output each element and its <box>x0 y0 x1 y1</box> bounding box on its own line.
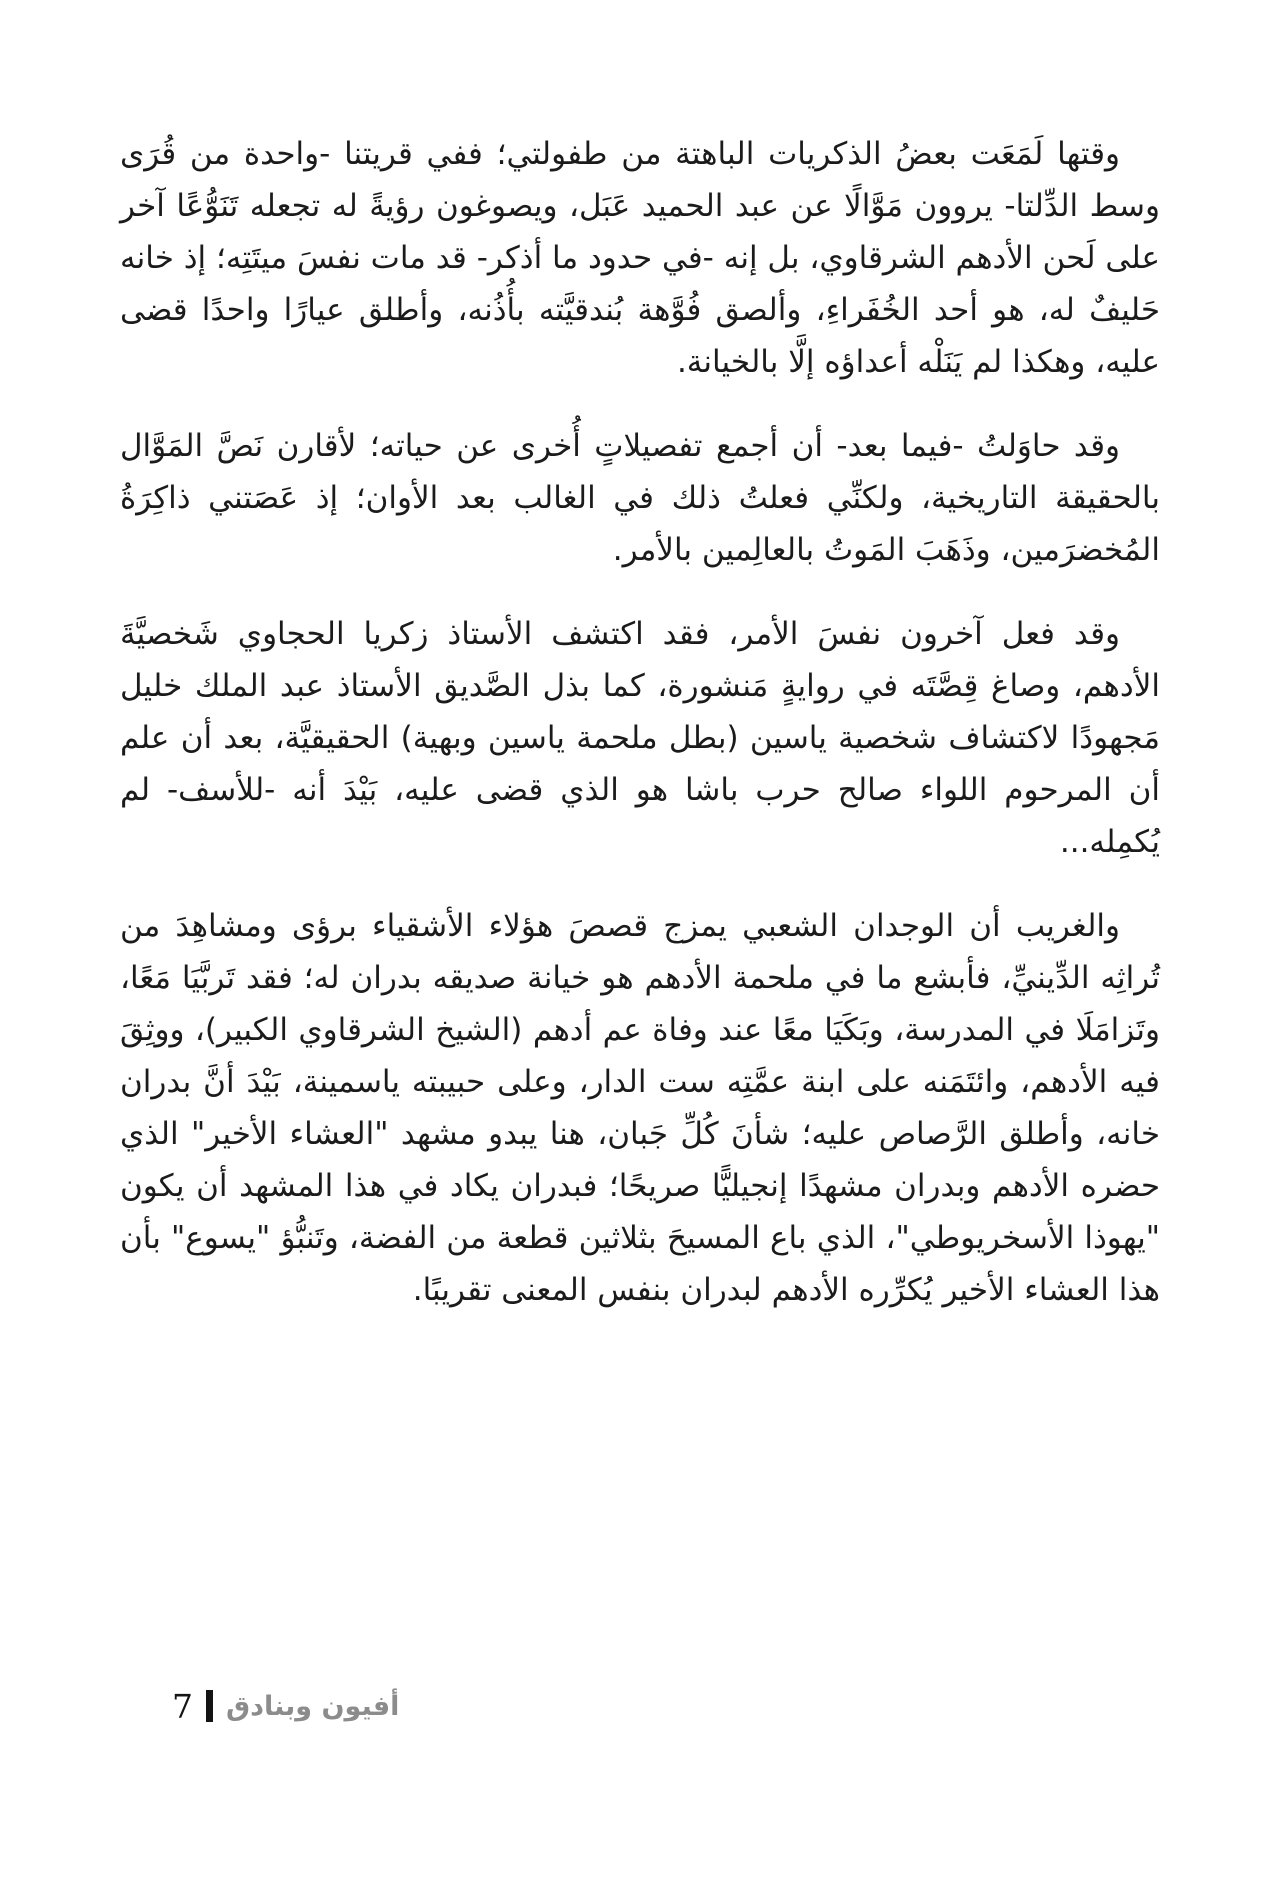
body-paragraph: والغريب أن الوجدان الشعبي يمزج قصصَ هؤلاء الأشقياء برؤى ومشاهِدَ من تُراثِه الدِّينيِّ، فأبشع ما في ملحمة الأدهم هو خيانة صديقه بدران له؛ فقد تَربَّيَا مَعًا، وتَزامَلَا في المدرسة، وبَكَيَا معًا عند وفاة عم أدهم (الشيخ الشرقاوي الكبير)، ووثِقَ فيه الأدهم، وائتَمَنه على ابنة عمَّتِه ست الدار، وعلى حبيبته ياسمينة، بَيْدَ أنَّ بدران خانه، وأطلق الرَّصاص عليه؛ شأنَ كُلِّ جَبان، هنا يبدو مشهد "العشاء الأخير" الذي حضره الأدهم وبدران مشهدًا إنجيليًّا صريحًا؛ فبدران يكاد في هذا المشهد أن يكون "يهوذا الأسخريوطي"، الذي باع المسيحَ بثلاثين قطعة من الفضة، وتَنبُّؤ "يسوع" بأن هذا العشاء الأخير يُكرِّره الأدهم لبدران بنفس المعنى تقريبًا. <box>120 908 1160 1308</box>
footer-divider <box>206 1690 213 1722</box>
body-paragraph: وقد حاوَلتُ -فيما بعد- أن أجمع تفصيلاتٍ أُخرى عن حياته؛ لأقارن نَصَّ المَوَّال بالحقيقة التاريخية، ولكنِّي فعلتُ ذلك في الغالب بعد الأوان؛ إذ عَصَتني ذاكِرَةُ المُخضرَمين، وذَهَبَ المَوتُ بالعالِمين بالأمر. <box>120 428 1160 568</box>
body-paragraph: وقتها لَمَعَت بعضُ الذكريات الباهتة من طفولتي؛ ففي قريتنا -واحدة من قُرَى وسط الدِّلتا- يروون مَوَّالًا عن عبد الحميد عَبَل، ويصوغون رؤيةً له تجعله تَنَوُّعًا آخر على لَحن الأدهم الشرقاوي، بل إنه -في حدود ما أذكر- قد مات نفسَ ميتَتِه؛ إذ خانه حَليفٌ له، هو أحد الخُفَراءِ، وألصق فُوَّهة بُندقيَّته بأُذُنه، وأطلق عيارًا واحدًا قضى عليه، وهكذا لم يَنَلْه أعداؤه إلَّا بالخيانة. <box>120 136 1160 380</box>
page-number: 7 <box>172 1686 193 1726</box>
page-footer <box>172 1684 399 1728</box>
body-paragraph: وقد فعل آخرون نفسَ الأمر، فقد اكتشف الأستاذ زكريا الحجاوي شَخصيَّةَ الأدهم، وصاغ قِصَّتَه في روايةٍ مَنشورة، كما بذل الصَّديق الأستاذ عبد الملك خليل مَجهودًا لاكتشاف شخصية ياسين (بطل ملحمة ياسين وبهية) الحقيقيَّة، بعد أن علم أن المرحوم اللواء صالح حرب باشا هو الذي قضى عليه، بَيْدَ أنه -للأسف- لم يُكمِله... <box>120 616 1160 860</box>
book-title: أفيون وبنادق <box>226 1690 400 1722</box>
page-text <box>120 128 1160 1316</box>
